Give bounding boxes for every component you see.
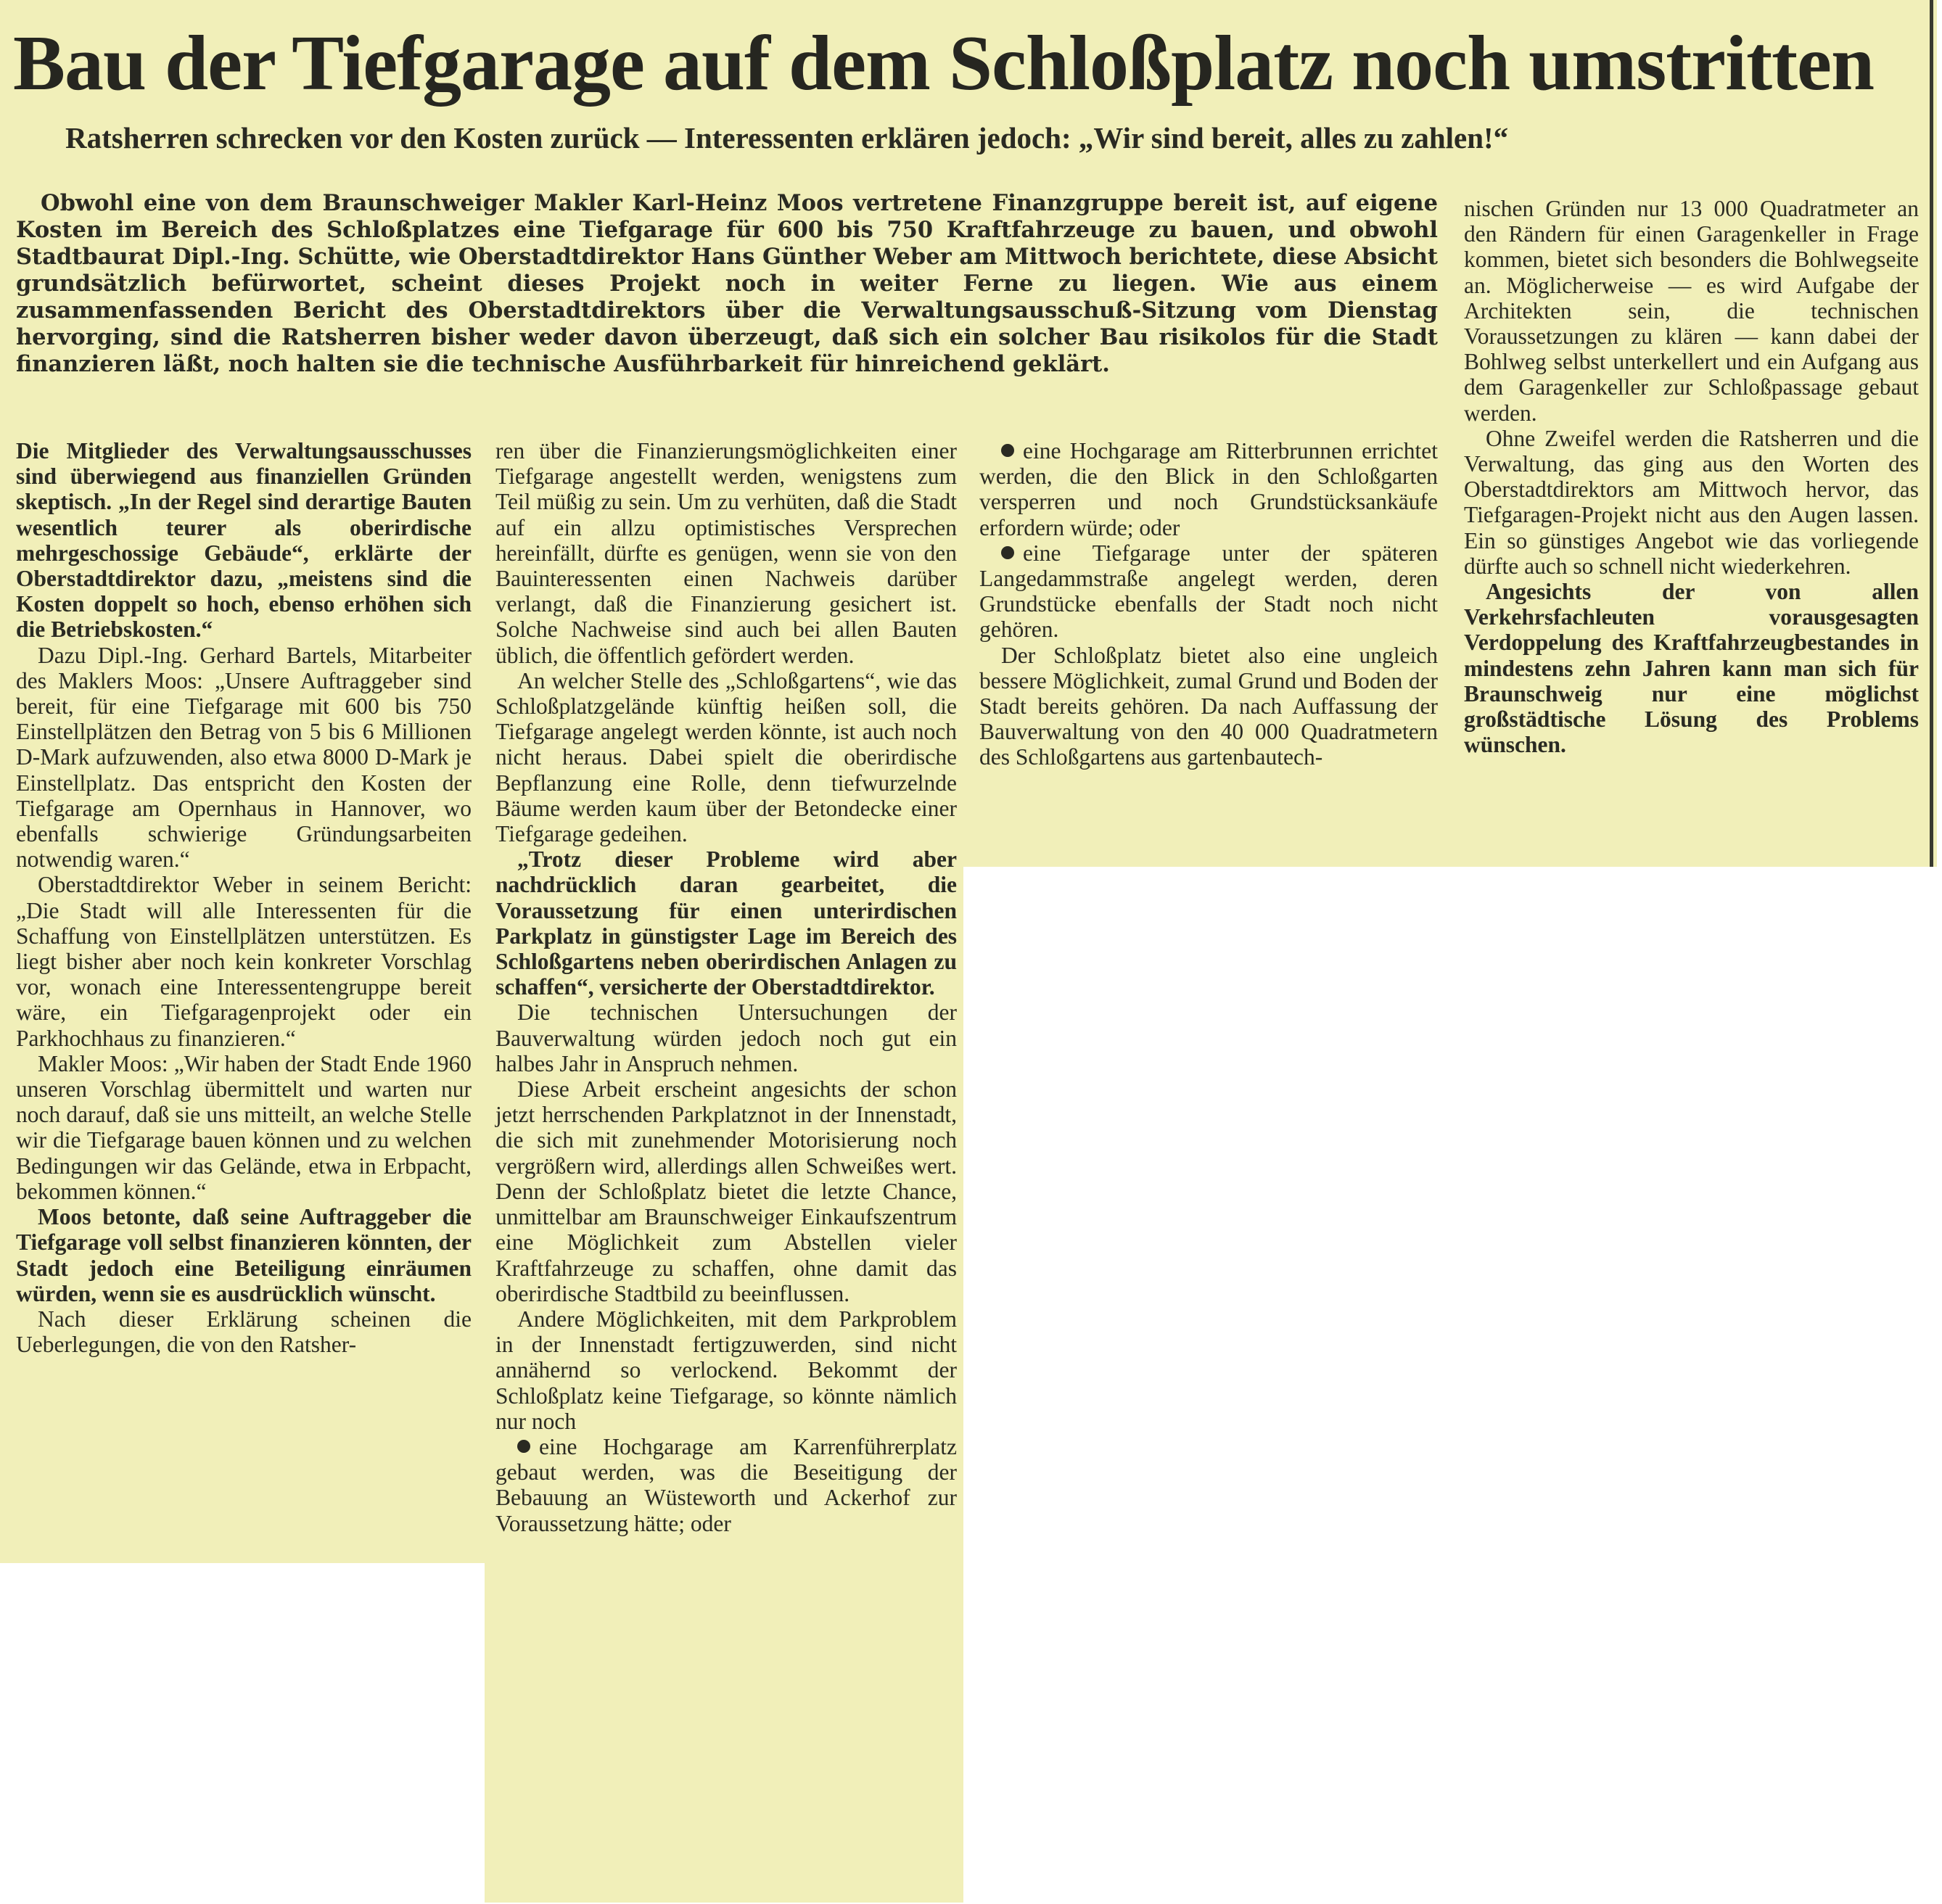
paragraph: Andere Möglichkeiten, mit dem Parkproblem in der Innenstadt fertigzuwerden, sind nicht annähernd so verlockend. Bekommt der Schloßplatz keine Tiefgarage, so könnte nämlich nur noch [495,1306,957,1434]
headline: Bau der Tiefgarage auf dem Schloßplatz noch umstritten [13,20,1875,107]
paragraph: Dazu Dipl.-Ing. Gerhard Bartels, Mitarbeiter des Maklers Moos: „Unsere Auftraggeber sind bereit, für eine Tiefgarage mit 600 bis 750 Einstellplätzen den Betrag von 5 bis 6 Millionen D-Mark aufzuwenden, also etwa 8000 D-Mark je Einstellplatz. Das entspricht den Kosten der Tiefgarage am Opernhaus in Hannover, wo ebenfalls schwierige Gründungsarbeiten notwendig waren.“ [16,642,472,873]
paragraph: Diese Arbeit erscheint angesichts der schon jetzt herrschenden Parkplatznot in der Innenstadt, die sich mit zunehmender Motorisierung noch vergrößern wird, allerdings allen Schweißes wert. Denn der Schloßplatz bietet die letzte Chance, unmittelbar am Braunschweiger Einkaufszentrum eine Möglichkeit zum Abstellen vieler Kraftfahrzeuge zu schaffen, ohne damit das oberirdische Stadtbild zu beeinflussen. [495,1076,957,1306]
paragraph: nischen Gründen nur 13 000 Quadratmeter an den Rändern für einen Garagenkeller in Frage kommen, bietet sich besonders die Bohlwegseite an. Möglicherweise — es wird Aufgabe der Architekten sein, die technischen Voraussetzungen zu klären — kann dabei der Bohlweg selbst unterkellert und ein Aufgang aus dem Garagenkeller zur Schloßpassage gebaut werden. [1464,196,1919,426]
paragraph: Angesichts der von allen Verkehrsfachleuten vorausgesagten Verdoppelung des Kraftfahrzeugbestandes in mindestens zehn Jahren kann man sich für Braunschweig nur eine möglichst großstädtische Lösung des Problems wünschen. [1464,579,1919,758]
paragraph: Moos betonte, daß seine Auftraggeber die Tiefgarage voll selbst finanzieren könnten, der Stadt jedoch eine Beteiligung einräumen würden, wenn sie es ausdrücklich wünscht. [16,1204,472,1306]
bullet-text: eine Hochgarage am Karrenführerplatz gebaut werden, was die Beseitigung der Bebauung an Wüsteworth und Ackerhof zur Voraussetzung hätte; oder [495,1433,957,1536]
bullet-text: eine Tiefgarage unter der späteren Langedammstraße angelegt werden, deren Grundstücke ebenfalls der Stadt noch nicht gehören. [979,540,1438,643]
paragraph: Die Mitglieder des Verwaltungsausschusses sind überwiegend aus finanziellen Gründen skeptisch. „In der Regel sind derartige Bauten wesentlich teurer als oberirdische mehrgeschossige Gebäude“, erklärte der Oberstadtdirektor dazu, „meistens sind die Kosten doppelt so hoch, ebenso erhöhen sich die Betriebskosten.“ [16,438,472,643]
paragraph: ren über die Finanzierungsmöglichkeiten einer Tiefgarage angestellt werden, wenigstens zum Teil müßig zu sein. Um zu verhüten, daß die Stadt auf ein allzu optimistisches Versprechen hereinfällt, dürfte es genügen, wenn sie von den Bauinteressenten einen Nachweis darüber verlangt, daß die Finanzierung gesichert ist. Solche Nachweise sind auch bei allen Bauten üblich, die öffentlich gefördert werden. [495,438,957,668]
paragraph: „Trotz dieser Probleme wird aber nachdrücklich daran gearbeitet, die Voraussetzung für einen unterirdischen Parkplatz in günstigster Lage im Bereich des Schloßgartens neben oberirdischen Anlagen zu schaffen“, versicherte der Oberstadtdirektor. [495,846,957,1000]
paragraph: Oberstadtdirektor Weber in seinem Bericht: „Die Stadt will alle Interessenten für die Schaffung von Einstellplätzen unterstützen. Es liegt bisher aber noch kein konkreter Vorschlag vor, wonach eine Interessentengruppe bereit wäre, ein Tiefgaragenprojekt oder ein Parkhochhaus zu finanzieren.“ [16,872,472,1051]
article-column-4 [1464,196,1919,757]
bullet-paragraph [495,1434,957,1536]
bullet-text: eine Hochgarage am Ritterbrunnen errichtet werden, die den Blick in den Schloßgarten versperren und noch Grundstücksankäufe erfordern würde; oder [979,438,1438,540]
bullet-paragraph [979,438,1438,540]
lead-paragraph [16,190,1438,378]
subheadline: Ratsherren schrecken vor den Kosten zurück — Interessenten erklären jedoch: „Wir sind bereit, alles zu zahlen!“ [65,121,1509,154]
article-column-3 [979,438,1438,770]
lead-text: Obwohl eine von dem Braunschweiger Makler Karl-Heinz Moos vertretene Finanzgruppe bereit ist, auf eigene Kosten im Bereich des Schloßplatzes eine Tiefgarage für 600 bis 750 Kraftfahrzeuge zu bauen, und obwohl Stadtbaurat Dipl.-Ing. Schütte, wie Oberstadtdirektor Hans Günther Weber am Mittwoch berichtete, diese Absicht grundsätzlich befürwortet, scheint dieses Projekt noch in weiter Ferne zu liegen. Wie aus einem zusammenfassenden Bericht des Oberstadtdirektors über die Verwaltungsausschuß-Sitzung vom Dienstag hervorging, sind die Ratsherren bisher weder davon überzeugt, daß sich ein solcher Bau risikolos für die Stadt finanzieren läßt, noch halten sie die technische Ausführbarkeit für hinreichend geklärt. [16,190,1438,377]
paragraph: Makler Moos: „Wir haben der Stadt Ende 1960 unseren Vorschlag übermittelt und warten nur noch darauf, daß sie uns mitteilt, an welche Stelle wir die Tiefgarage bauen können und zu welchen Bedingungen wir das Gelände, etwa in Erbpacht, bekommen können.“ [16,1050,472,1204]
clipping-edge [1930,0,1933,867]
paragraph: Die technischen Untersuchungen der Bauverwaltung würden jedoch noch gut ein halbes Jahr in Anspruch nehmen. [495,1000,957,1076]
bullet-icon [1001,546,1014,559]
article-column-1 [16,438,472,1357]
bullet-icon [517,1440,530,1453]
paragraph: Ohne Zweifel werden die Ratsherren und die Verwaltung, das ging aus den Worten des Oberstadtdirektors am Mittwoch hervor, das Tiefgaragen-Projekt nicht aus den Augen lassen. Ein so günstiges Angebot wie das vorliegende dürfte auch so schnell nicht wiederkehren. [1464,425,1919,579]
paragraph: An welcher Stelle des „Schloßgartens“, wie das Schloßplatzgelände künftig heißen soll, die Tiefgarage angelegt werden könnte, ist auch noch nicht heraus. Dabei spielt die oberirdische Bepflanzung eine Rolle, denn tiefwurzelnde Bäume werden kaum über der Betondecke einer Tiefgarage gedeihen. [495,667,957,847]
paragraph: Der Schloßplatz bietet also eine ungleich bessere Möglichkeit, zumal Grund und Boden der Stadt bereits gehören. Da nach Auffassung der Bauverwaltung von den 40 000 Quadratmetern des Schloßgartens aus gartenbautech- [979,642,1438,770]
paragraph: Nach dieser Erklärung scheinen die Ueberlegungen, die von den Ratsher- [16,1306,472,1358]
bullet-paragraph [979,540,1438,643]
article-column-2 [495,438,957,1536]
bullet-icon [1001,444,1014,457]
